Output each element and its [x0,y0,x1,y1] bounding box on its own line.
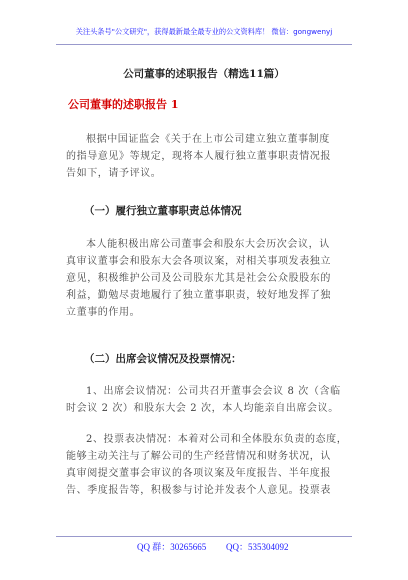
paragraph-line: 告、季度报告等，积极参与讨论并发表个人意见。投票表 [66,485,331,496]
paragraph-line: 时会议 2 次）和股东大会 2 次，本人均能亲自出席会议。 [66,403,339,414]
paragraph-line: 2、投票表决情况：本着对公司和全体股东负责的态度， [86,434,348,445]
voting-paragraph [66,431,348,499]
subheading-duties: （一）履行独立董事职责总体情况 [84,205,242,217]
paragraph-line: 1、出席会议情况：公司共召开董事会会议 8 次（含临 [86,386,341,397]
duties-paragraph [66,236,348,321]
footer-qq-group: QQ 群：30265665 [137,542,207,552]
intro-paragraph [66,131,348,182]
paragraph-line: 真审议董事会和股东大会各项议案，对相关事项发表独立 [66,256,331,267]
paragraph-line: 告如下，请予评议。 [66,168,162,179]
paragraph-line: 真审阅提交董事会审议的各项议案及年度报告、半年度报 [66,468,331,479]
page-footer [0,536,408,554]
paragraph-line: 本人能积极出席公司董事会和股东大会历次会议，认 [86,239,330,250]
header-divider [56,44,352,45]
footer-divider [56,536,352,537]
paragraph-line: 立董事的作用。 [66,307,141,318]
paragraph-line: 的指导意见》等规定，现将本人履行独立董事职责情况报 [66,151,331,162]
paragraph-line: 根据中国证监会《关于在上市公司建立独立董事制度 [86,134,330,145]
paragraph-line: 利益，勤勉尽责地履行了独立董事职责，较好地发挥了独 [66,290,331,301]
footer-qq-number: QQ：535304092 [226,542,289,552]
attendance-paragraph [66,383,348,417]
header-banner: 关注头条号"公文研究"，获得最新最全最专业的公文资料库！ 微信：gongwenyj [75,27,333,36]
document-title: 公司董事的述职报告（精选11篇） [123,68,285,80]
section-title: 公司董事的述职报告 1 [68,98,179,111]
paragraph-line: 意见，积极维护公司及公司股东尤其是社会公众股股东的 [66,273,331,284]
paragraph-line: 能够主动关注与了解公司的生产经营情况和财务状况，认 [66,451,331,462]
subheading-attendance: （二）出席会议情况及投票情况： [84,353,242,365]
